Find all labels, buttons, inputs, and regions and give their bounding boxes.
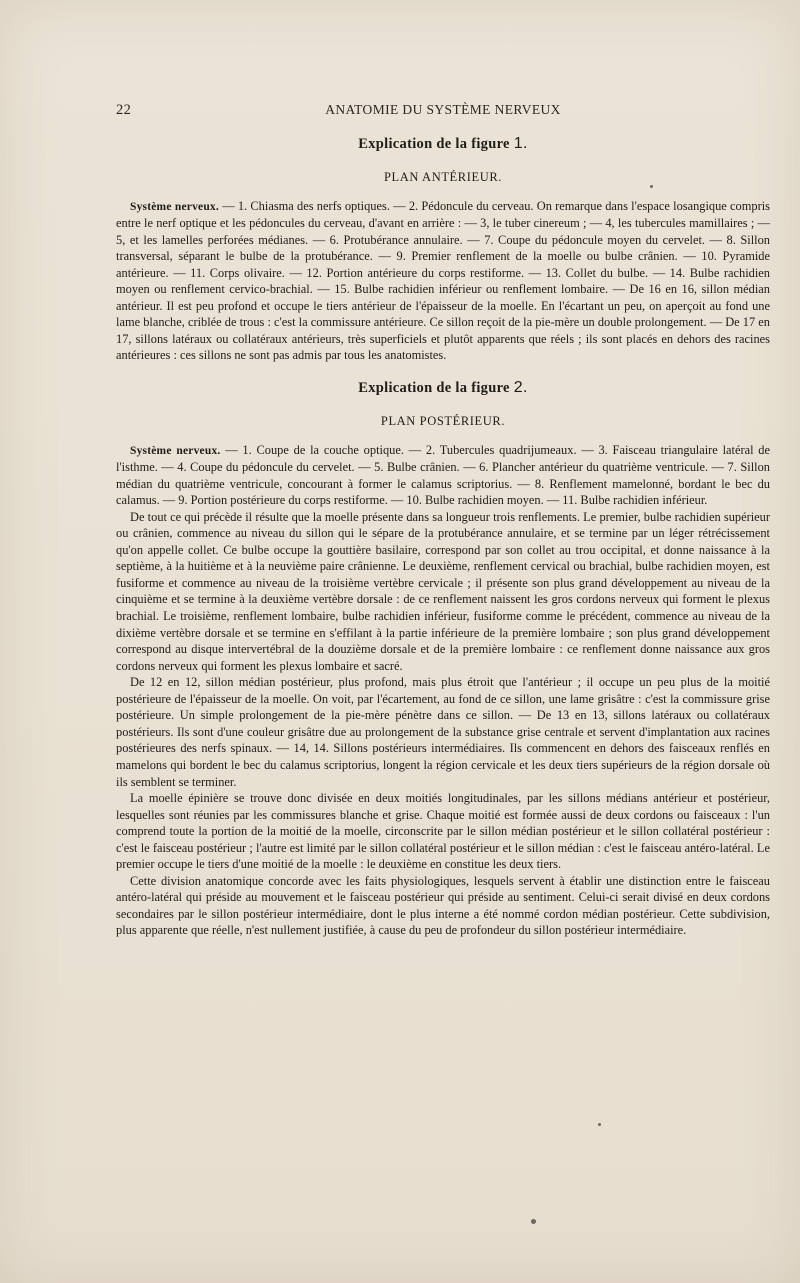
figure-1-section bbox=[116, 134, 770, 364]
figure-2-heading bbox=[116, 378, 770, 398]
figure-2-paragraph: La moelle épinière se trouve donc divisée en deux moitiés longitudinales, par les sillons médians antérieur et postérieur, lesquelles sont réunies par les commissures blanche et grise. Chaque moitié est formée aussi de deux cordons ou faisceaux : l'un comprend toute la portion de la moitié de la moelle, circonscrite par le sillon médian postérieur et le sillon collatéral postérieur : c'est le faisceau postérieur ; l'autre est limité par le sillon collatéral postérieur et le sillon médian : c'est le faisceau antéro-latéral. Le premier occupe le tiers d'une moitié de la moelle : le deuxième en constitue les deux tiers. bbox=[116, 791, 770, 872]
figure-2-paragraph bbox=[116, 442, 770, 509]
figure-1-paragraph bbox=[116, 198, 770, 364]
figure-1-paragraph-text: — 1. Chiasma des nerfs optiques. — 2. Pédoncule du cerveau. On remarque dans l'espace losangique compris entre le nerf optique et les pédoncules du cerveau, d'avant en arrière : — 3, le tuber cinereum ; — 4, les tubercules mamillaires ; — 5, et les lamelles perforées médianes. — 6. Protubérance annulaire. — 7. Coupe du pédoncule moyen du cervelet. — 8. Sillon transversal, séparant le bulbe de la protubérance. — 9. Premier renflement de la moelle ou bulbe crânien. — 10. Pyramide antérieure. — 11. Corps olivaire. — 12. Portion antérieure du corps restiforme. — 13. Collet du bulbe. — 14. Bulbe rachidien moyen ou renflement cervico-brachial. — 15. Bulbe rachidien inférieur ou renflement lombaire. — De 16 en 16, sillon médian antérieur. Il est peu profond et occupe le tiers antérieur de l'épaisseur de la moelle. En l'écartant un peu, on aperçoit au fond une lame blanche, criblée de trous : c'est la commissure antérieure. Ce sillon reçoit de la pie-mère un double prolongement. — De 17 en 17, sillons latéraux ou collatéraux antérieurs, très superficiels et plutôt apparents que réels ; ils sont placés en dehors des racines antérieures : ces sillons ne sont pas admis par tous les anatomistes. bbox=[116, 198, 770, 363]
figure-1-heading-text: Explication de la figure bbox=[358, 136, 510, 152]
page-number: 22 bbox=[116, 102, 132, 118]
figure-2-paragraph: De tout ce qui précède il résulte que la moelle présente dans sa longueur trois renflements. Le premier, bulbe rachidien supérieur ou crânien, commence au niveau du sillon qui le sépare de la protubérance annulaire, et se termine par un léger rétrécissement qu'on appelle collet. Ce bulbe occupe la gouttière basilaire, correspond par son collet au trou occipital, et donne naissance à la septième, à la huitième et à la neuvième paire crânienne. Le deuxième, renflement cervical ou brachial, bulbe rachidien moyen, est fusiforme et commence au niveau de la troisième vertèbre cervicale ; il présente son plus grand développement au niveau de la cinquième et se termine à la deuxième vertèbre dorsale : de ce renflement naissent les gros cordons nerveux qui forment le plexus brachial. Le troisième, renflement lombaire, bulbe rachidien inférieur, fusiforme comme le précédent, commence au niveau de la dixième vertèbre dorsale et se termine en s'effilant à la partie inférieure de la première lombaire ; son plus grand développement correspond au disque intervertébral de la douzième dorsale et de la première lombaire : ce renflement donne naissance aux gros cordons nerveux qui forment les plexus lombaire et sacré. bbox=[116, 509, 770, 673]
ink-speck bbox=[598, 1123, 601, 1126]
figure-1-number: 1. bbox=[513, 135, 528, 152]
ink-speck bbox=[531, 1219, 536, 1224]
running-title: ANATOMIE DU SYSTÈME NERVEUX bbox=[325, 102, 561, 117]
page-body bbox=[116, 134, 770, 939]
figure-2-plan-title: PLAN POSTÉRIEUR. bbox=[380, 414, 506, 429]
figure-1-lead: Système nerveux. bbox=[130, 200, 219, 213]
running-head bbox=[116, 102, 770, 122]
section-spacer bbox=[116, 364, 770, 378]
figure-2-number: 2. bbox=[513, 379, 528, 397]
figure-2-lead: Système nerveux. bbox=[130, 444, 221, 457]
figure-2-heading-text: Explication de la figure bbox=[358, 380, 510, 397]
figure-2-paragraph-text: — 1. Coupe de la couche optique. — 2. Tubercules quadrijumeaux. — 3. Faisceau triangulaire latéral de l'isthme. — 4. Coupe du pédoncule du cervelet. — 5. Bulbe crânien. — 6. Plancher antérieur du quatrième ventricule. — 7. Sillon médian du quatrième ventricule, concourant à former le calamus scriptorius. — 8. Renflement mamelonné, bordant le bec du calamus. — 9. Portion postérieure du corps restiforme. — 10. Bulbe rachidien moyen. — 11. Bulbe rachidien inférieur. bbox=[116, 442, 770, 508]
figure-1-plan-title: PLAN ANTÉRIEUR. bbox=[383, 170, 503, 184]
figure-1-heading bbox=[116, 134, 770, 154]
figure-2-section bbox=[116, 378, 770, 939]
figure-2-paragraph: De 12 en 12, sillon médian postérieur, plus profond, mais plus étroit que l'antérieur ; il occupe un peu plus de la moitié postérieure de l'épaisseur de la moelle. On voit, par l'écartement, au fond de ce sillon, une lame grisâtre : c'est la commissure grise postérieure. Un simple prolongement de la pie-mère pénètre dans ce sillon. — De 13 en 13, sillons latéraux ou collatéraux postérieurs. Ils sont d'une couleur grisâtre due au prolongement de la substance grise centrale et servent d'implantation aux racines postérieures des nerfs spinaux. — 14, 14. Sillons postérieurs intermédiaires. Ils commencent en dehors des faisceaux renflés en mamelons qui bordent le bec du calamus scriptorius, longent la région cervicale et les deux tiers supérieurs de la région dorsale où ils semblent se terminer. bbox=[116, 675, 770, 789]
ink-speck bbox=[650, 185, 653, 188]
figure-2-paragraph: Cette division anatomique concorde avec les faits physiologiques, lesquels servent à établir une distinction entre le faisceau antéro-latéral qui préside au mouvement et le faisceau postérieur qui préside au sentiment. Celui-ci serait divisé en deux cordons secondaires par le sillon postérieur intermédiaire, dont le plus interne a été nommé cordon médian postérieur. Cette subdivision, plus apparente que réelle, n'est nullement justifiée, à cause du peu de profondeur du sillon postérieur intermédiaire. bbox=[116, 873, 770, 938]
